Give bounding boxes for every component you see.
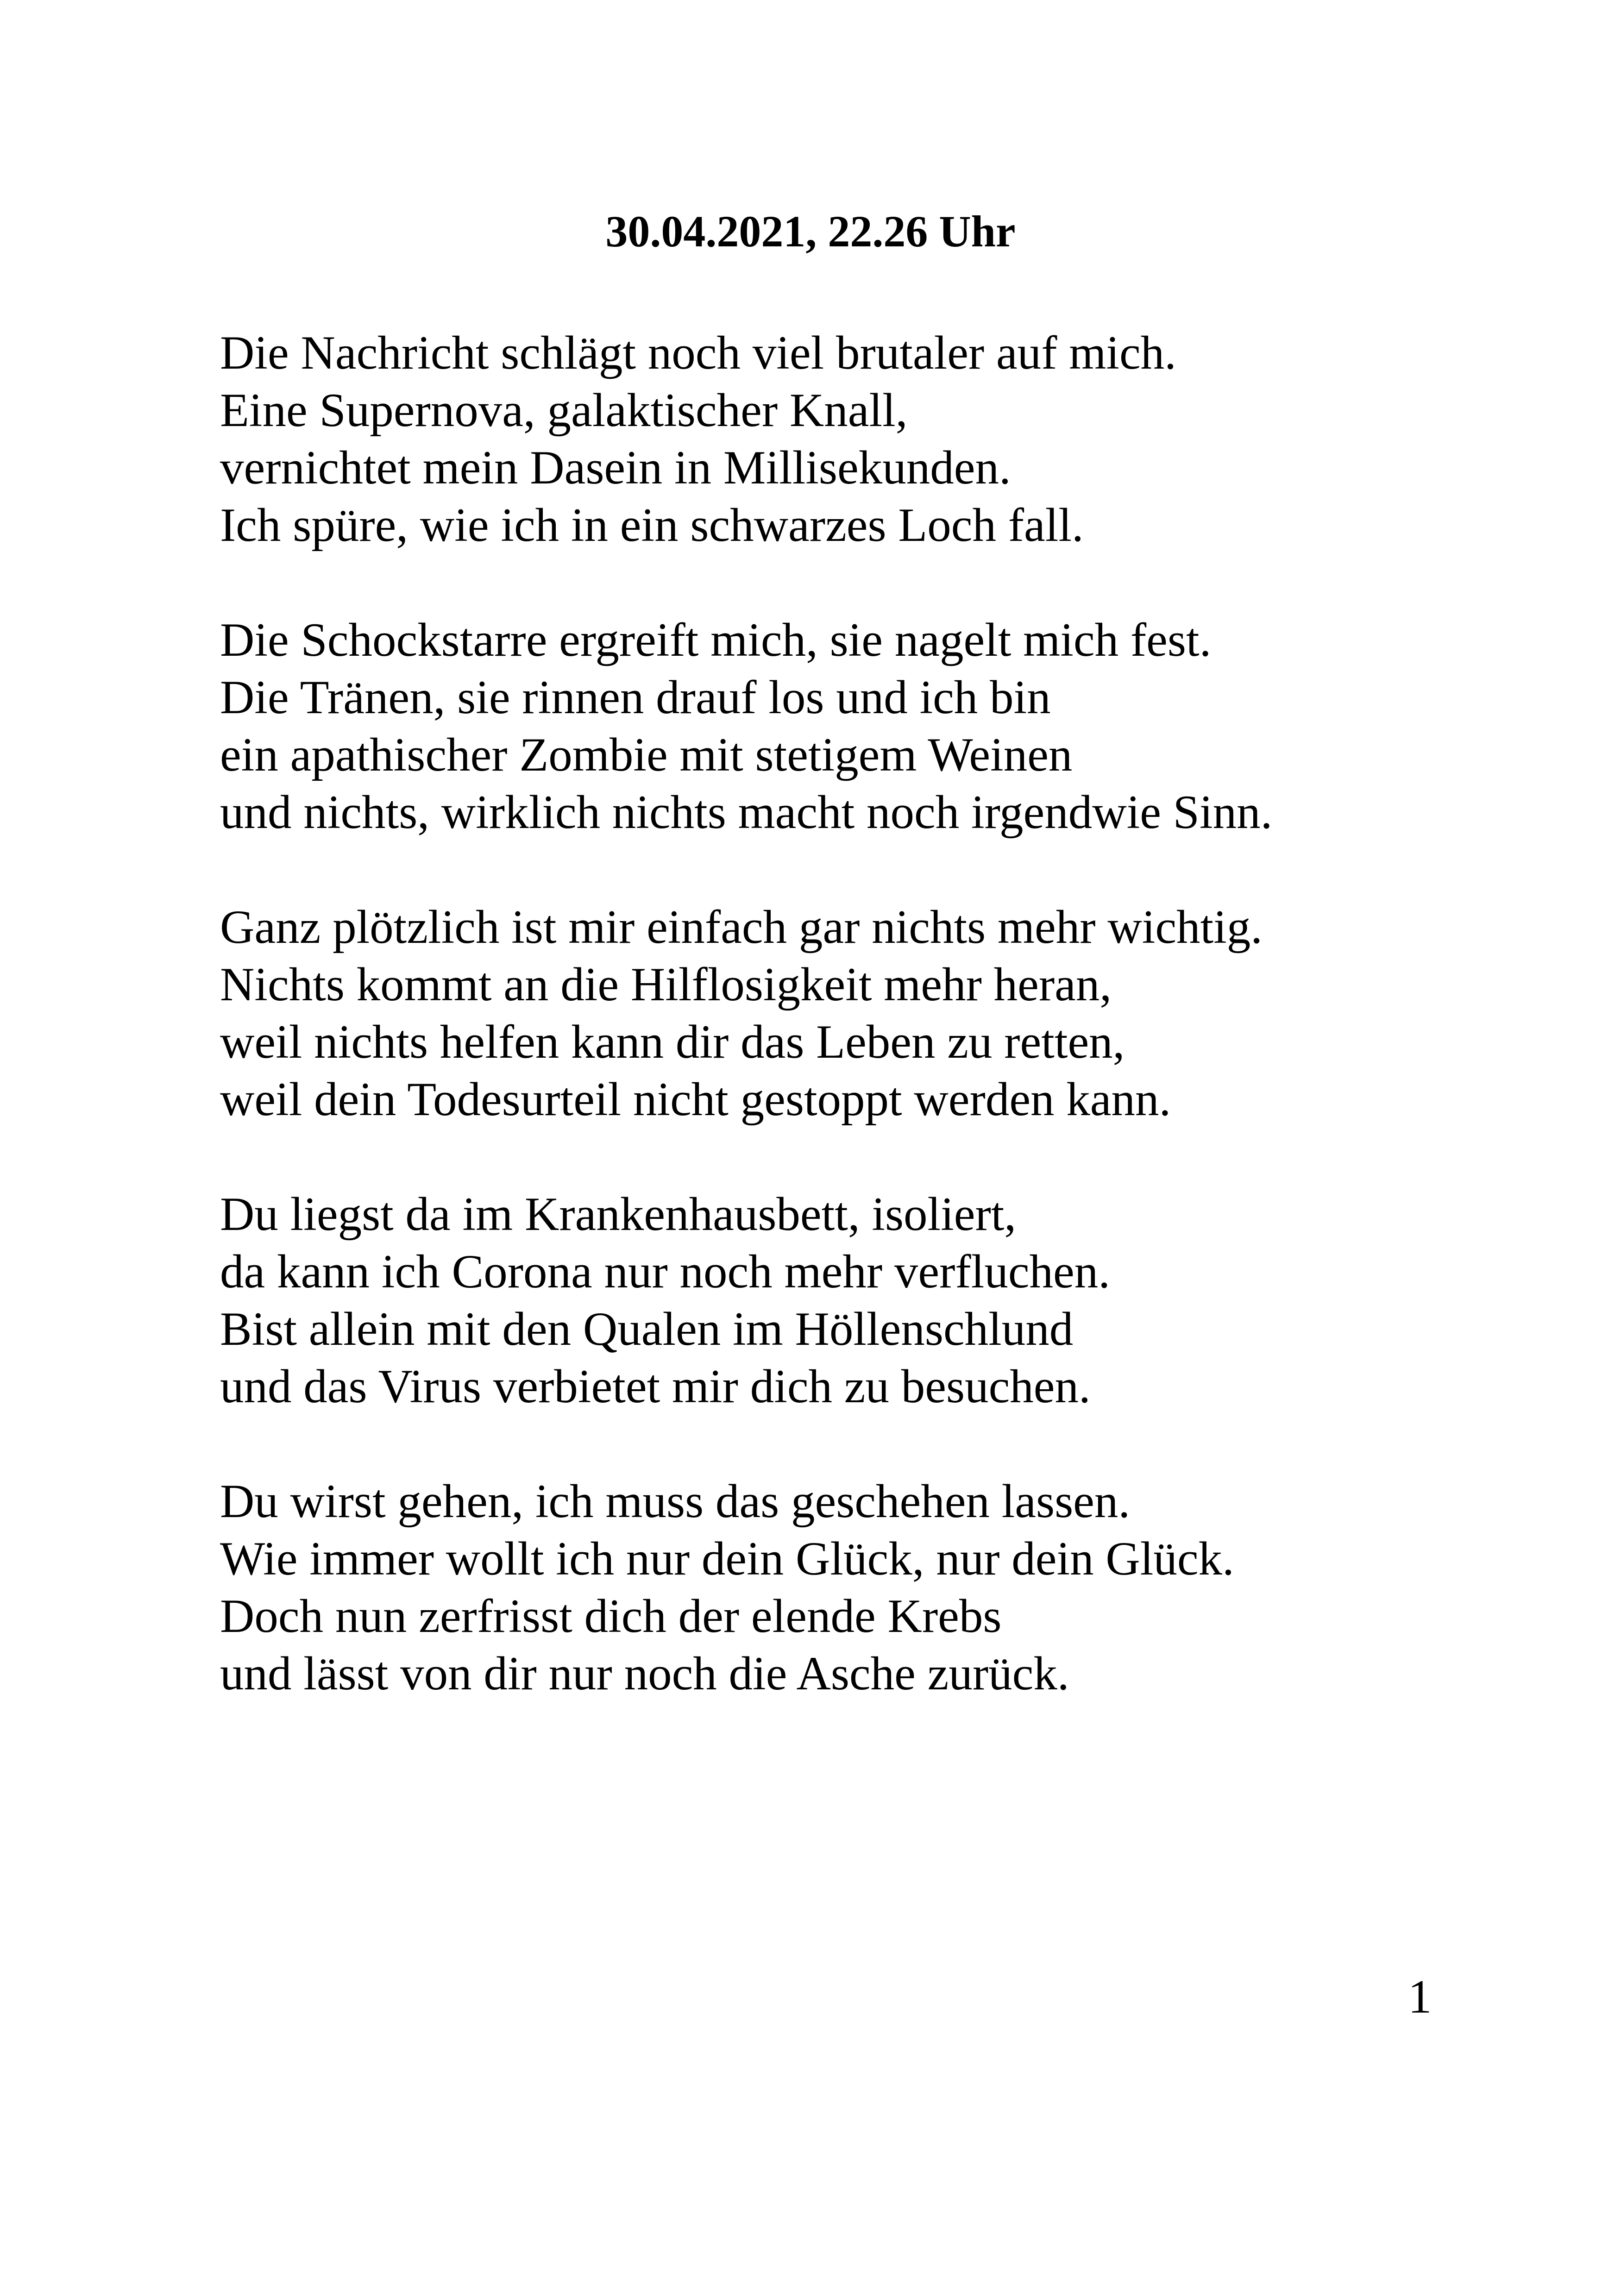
poem-line: Ganz plötzlich ist mir einfach gar nichts mehr wichtig. [220, 901, 1263, 954]
poem-line: Die Nachricht schlägt noch viel brutaler auf mich. [220, 326, 1176, 379]
page-number: 1 [1408, 1970, 1432, 2023]
poem-title: 30.04.2021, 22.26 Uhr [605, 207, 1016, 256]
poem-line: Nichts kommt an die Hilflosigkeit mehr heran, [220, 958, 1112, 1011]
poem-line: Wie immer wollt ich nur dein Glück, nur dein Glück. [220, 1532, 1234, 1585]
poem-body [220, 324, 1470, 1760]
poem-line: und lässt von dir nur noch die Asche zurück. [220, 1647, 1069, 1700]
stanza-4 [220, 1186, 1470, 1415]
poem-line: vernichtet mein Dasein in Millisekunden. [220, 441, 1011, 494]
poem-line: weil dein Todesurteil nicht gestoppt werden kann. [220, 1073, 1171, 1126]
poem-line: und nichts, wirklich nichts macht noch irgendwie Sinn. [220, 786, 1273, 839]
stanza-1 [220, 324, 1470, 554]
poem-line: da kann ich Corona nur noch mehr verfluchen. [220, 1245, 1110, 1298]
poem-line: Eine Supernova, galaktischer Knall, [220, 384, 908, 437]
poem-line: ein apathischer Zombie mit stetigem Weinen [220, 728, 1073, 781]
poem-line: Du wirst gehen, ich muss das geschehen lassen. [220, 1475, 1131, 1528]
stanza-2 [220, 611, 1470, 841]
poem-line: weil nichts helfen kann dir das Leben zu retten, [220, 1016, 1125, 1068]
poem-line: Die Schockstarre ergreift mich, sie nagelt mich fest. [220, 614, 1212, 666]
poem-line: und das Virus verbietet mir dich zu besuchen. [220, 1360, 1091, 1413]
stanza-5 [220, 1473, 1470, 1702]
poem-line: Du liegst da im Krankenhausbett, isoliert, [220, 1188, 1017, 1241]
poem-line: Doch nun zerfrisst dich der elende Krebs [220, 1590, 1002, 1643]
stanza-3 [220, 898, 1470, 1128]
poem-line: Die Tränen, sie rinnen drauf los und ich bin [220, 671, 1051, 724]
poem-line: Ich spüre, wie ich in ein schwarzes Loch fall. [220, 499, 1084, 552]
poem-line: Bist allein mit den Qualen im Höllenschlund [220, 1303, 1074, 1355]
